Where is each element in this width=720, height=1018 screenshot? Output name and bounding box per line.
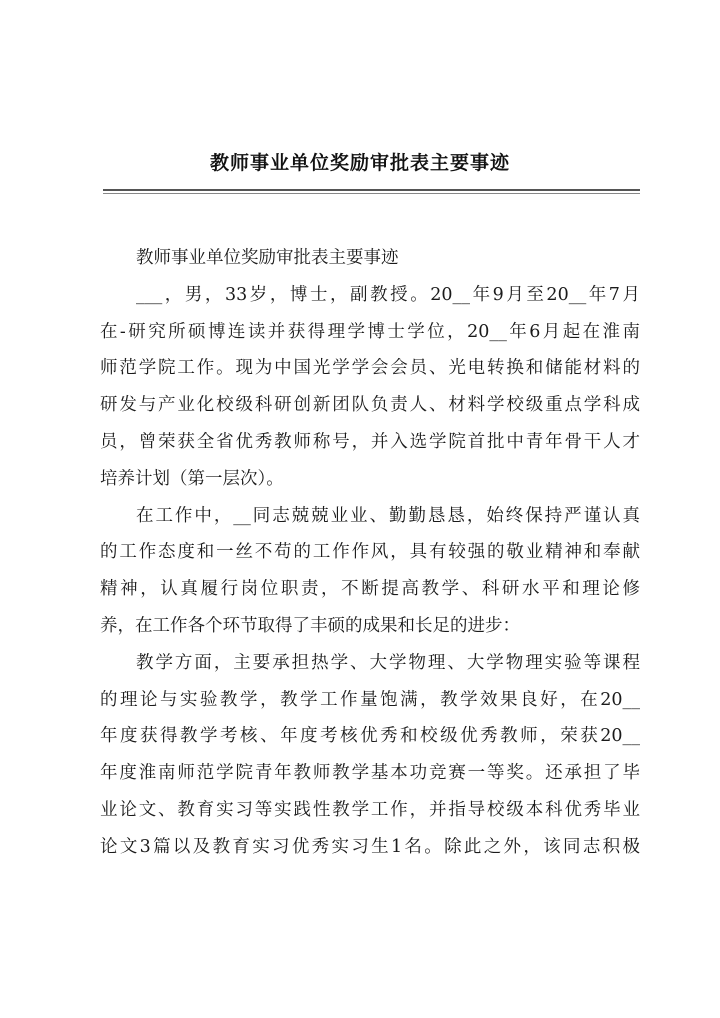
title-rule-thick [103,189,640,191]
title-rule-thin [103,193,640,194]
paragraph-line: 论文3篇以及教育实习优秀实习生1名。除此之外，该同志积极 [100,836,640,857]
paragraph-line: 精神，认真履行岗位职责，不断提高教学、科研水平和理论修 [100,579,640,600]
paragraph-line: 研发与产业化校级科研创新团队负责人、材料学校级重点学科成 [100,395,640,416]
paragraph-line: 员，曾荣获全省优秀教师称号，并入选学院首批中青年骨干人才 [100,431,640,452]
paragraph-heading-line: 教师事业单位奖励审批表主要事迹 [136,248,399,268]
paragraph-line: 养，在工作各个环节取得了丰硕的成果和长足的进步： [100,615,520,636]
paragraph-line: ___，男，33岁，博士，副教授。20__年9月至20__年7月 [136,284,640,305]
paragraph-line: 在工作中，__同志兢兢业业、勤勤恳恳，始终保持严谨认真 [136,505,640,526]
paragraph-line: 培养计划（第一层次）。 [100,468,284,489]
paragraph-line: 师范学院工作。现为中国光学学会会员、光电转换和储能材料的 [100,358,640,379]
paragraph-line: 在-研究所硕博连读并获得理学博士学位，20__年6月起在淮南 [100,321,640,342]
paragraph-line: 年度淮南师范学院青年教师教学基本功竞赛一等奖。还承担了毕 [100,763,640,784]
paragraph-line: 年度获得教学考核、年度考核优秀和校级优秀教师，荣获20__ [100,726,640,747]
paragraph-line: 的理论与实验教学，教学工作量饱满，教学效果良好，在20__ [100,689,640,710]
document-body [100,240,640,866]
paragraph-line: 教学方面，主要承担热学、大学物理、大学物理实验等课程 [136,652,640,673]
paragraph-line: 业论文、教育实习等实践性教学工作，并指导校级本科优秀毕业 [100,799,640,820]
document-title: 教师事业单位奖励审批表主要事迹 [209,152,510,174]
paragraph-line: 的工作态度和一丝不苟的工作作风，具有较强的敬业精神和奉献 [100,542,640,563]
